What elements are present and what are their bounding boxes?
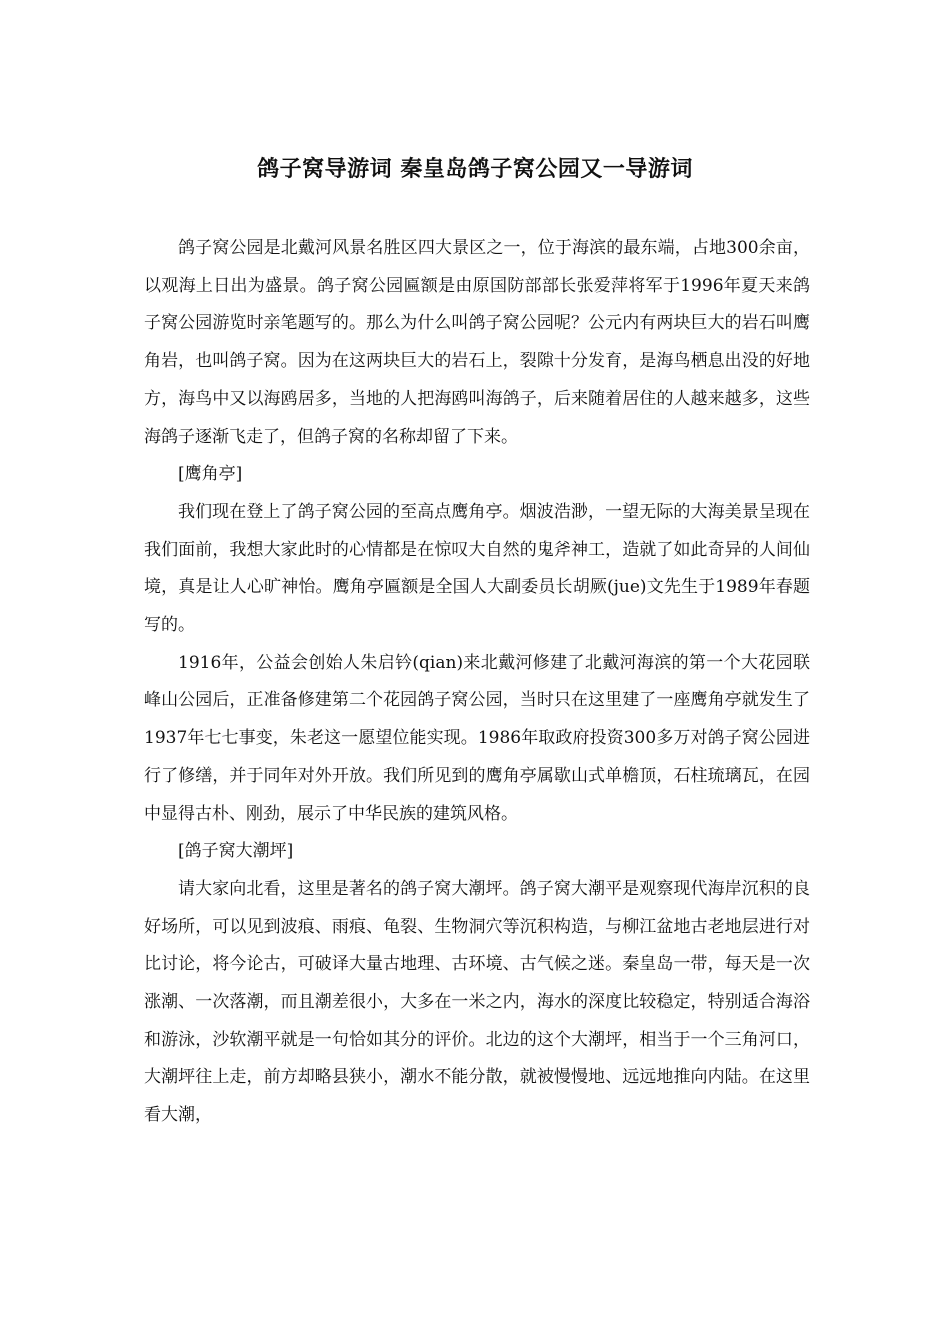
paragraph-history: 1916年，公益会创始人朱启钤(qian)来北戴河修建了北戴河海滨的第一个大花园联峰山公园后，正准备修建第二个花园鸽子窝公园，当时只在这里建了一座鹰角亭就发生了1937年七七事变，朱老这一愿望位能实现。1986年取政府投资300多万对鸽子窝公园进行了修缮，并于同年对外开放。我们所见到的鹰角亭属歇山式单檐顶，石柱琉璃瓦，在园中显得古朴、刚劲，展示了中华民族的建筑风格。 [144, 652, 810, 824]
section-heading-yingjiao-pavilion: [鹰角亭] [178, 464, 243, 485]
document-title: 鸽子窝导游词 秦皇岛鸽子窝公园又一导游词 [257, 157, 693, 182]
paragraph-tidal-flat: 请大家向北看，这里是著名的鸽子窝大潮坪。鸽子窝大潮平是观察现代海岸沉积的良好场所，可以见到波痕、雨痕、龟裂、生物洞穴等沉积构造，与柳江盆地古老地层进行对比讨论，将今论古，可破译大量古地理、古环境、古气候之迷。秦皇岛一带，每天是一次涨潮、一次落潮，而且潮差很小，大多在一米之内，海水的深度比较稳定，特别适合海浴和游泳，沙软潮平就是一句恰如其分的评价。北边的这个大潮坪，相当于一个三角河口，大潮坪往上走，前方却略县狭小，潮水不能分散，就被慢慢地、远远地推向内陆。在这里看大潮， [144, 878, 810, 1126]
paragraph-intro: 鸽子窝公园是北戴河风景名胜区四大景区之一，位于海滨的最东端，占地300余亩，以观海上日出为盛景。鸽子窝公园匾额是由原国防部部长张爱萍将军于1996年夏天来鸽子窝公园游览时亲笔题写的。那么为什么叫鸽子窝公园呢？公元内有两块巨大的岩石叫鹰角岩，也叫鸽子窝。因为在这两块巨大的岩石上，裂隙十分发育，是海鸟栖息出没的好地方，海鸟中又以海鸥居多，当地的人把海鸥叫海鸽子，后来随着居住的人越来越多，这些海鸽子逐渐飞走了，但鸽子窝的名称却留了下来。 [144, 238, 810, 447]
document-body [144, 230, 810, 1135]
paragraph-yingjiao-pavilion: 我们现在登上了鸽子窝公园的至高点鹰角亭。烟波浩渺，一望无际的大海美景呈现在我们面前，我想大家此时的心情都是在惊叹大自然的鬼斧神工，造就了如此奇异的人间仙境，真是让人心旷神怡。鹰角亭匾额是全国人大副委员长胡厥(jue)文先生于1989年春题写的。 [144, 501, 810, 636]
section-heading-tidal-flat: [鸽子窝大潮坪] [178, 841, 294, 862]
